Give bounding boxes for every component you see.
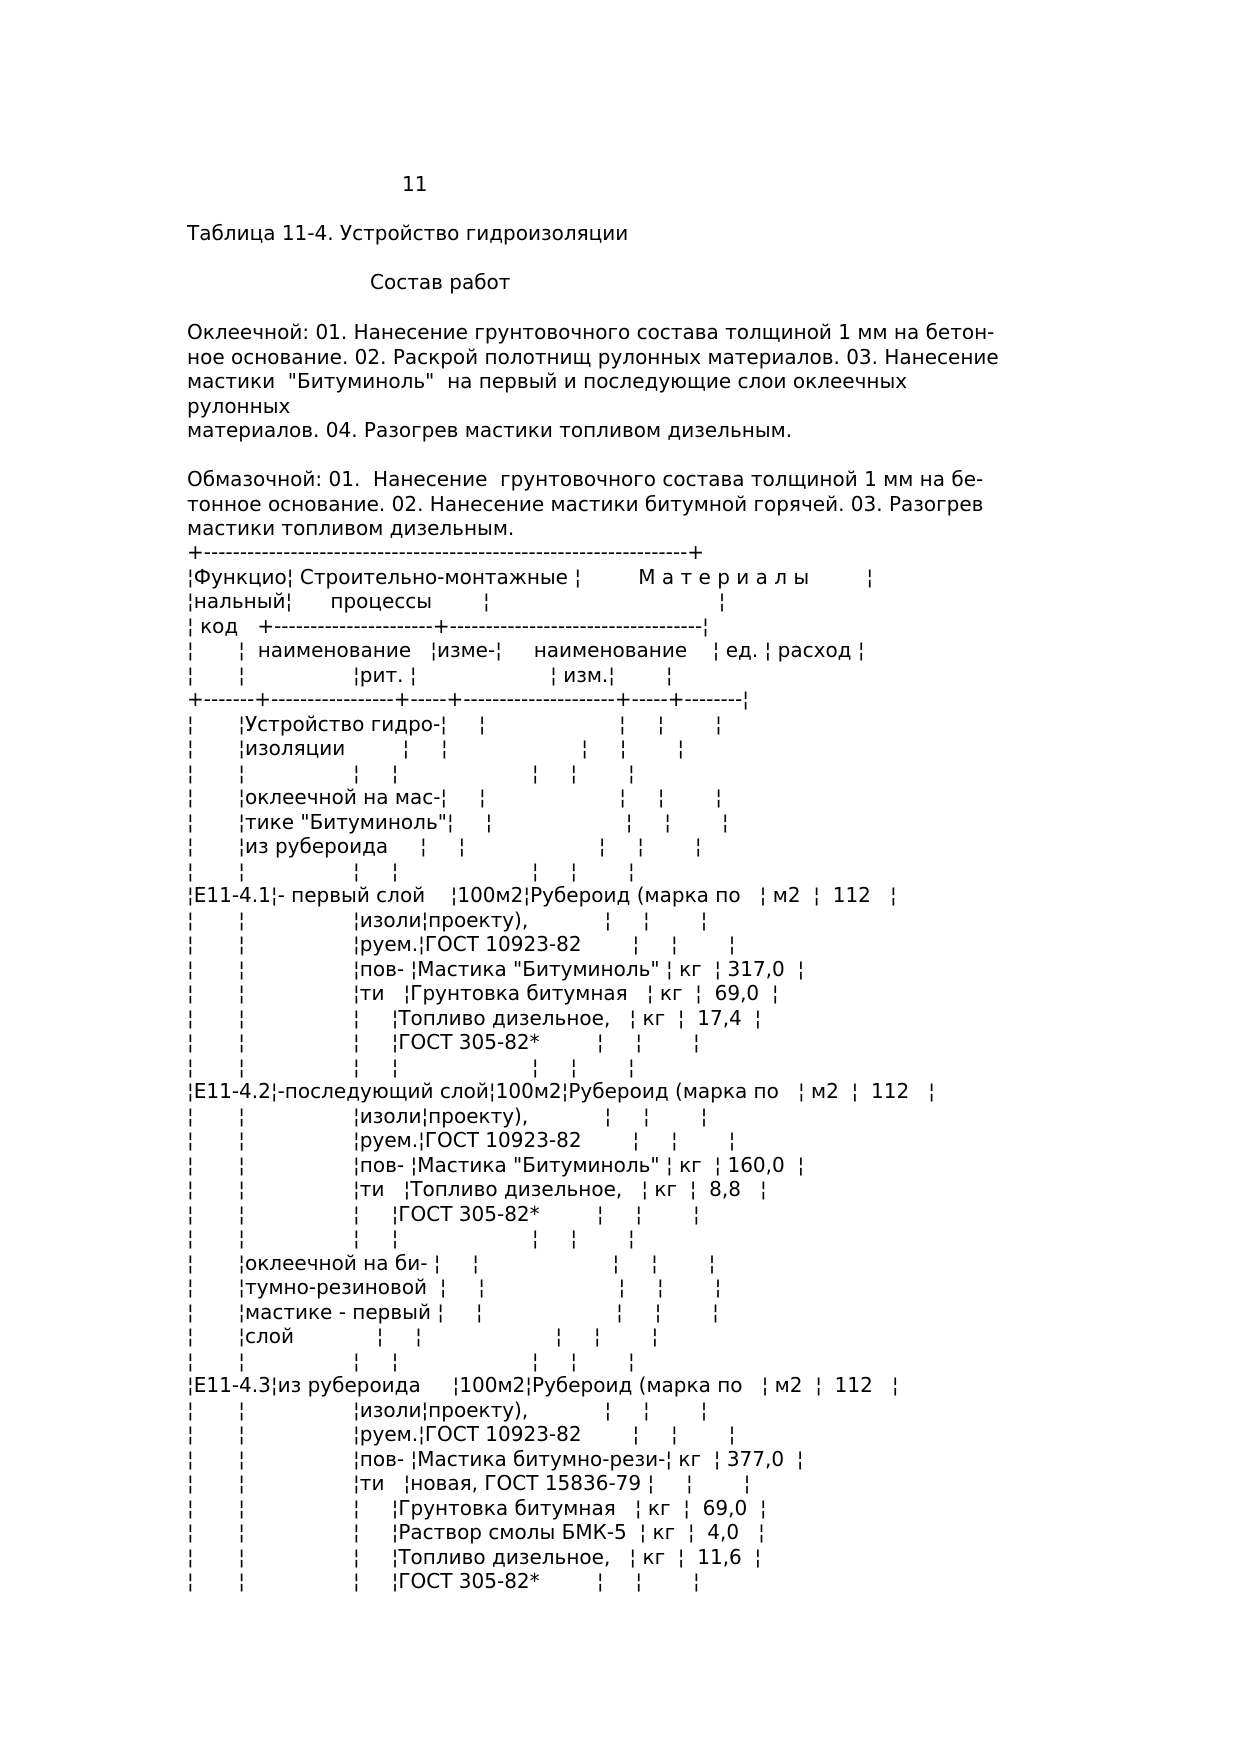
- table-line: ¦Е11-4.2¦-последующий слой¦100м2¦Рубероид (марка по ¦ м2 ¦ 112 ¦: [187, 1079, 935, 1103]
- table-line: ¦нальный¦ процессы ¦ ¦: [187, 589, 726, 613]
- table-line: ¦Е11-4.3¦из рубероида ¦100м2¦Рубероид (марка по ¦ м2 ¦ 112 ¦: [187, 1373, 899, 1397]
- table-line: ¦ ¦тумно-резиновой ¦ ¦ ¦ ¦ ¦: [187, 1275, 722, 1299]
- table-line: ¦ ¦ ¦ ¦Топливо дизельное, ¦ кг ¦ 11,6 ¦: [187, 1544, 762, 1569]
- table-line: ¦ ¦ ¦ти ¦новая, ГОСТ 15836-79 ¦ ¦ ¦: [187, 1471, 751, 1495]
- table-line: ¦ ¦ ¦ ¦ ¦ ¦ ¦: [187, 760, 635, 785]
- table-line: ¦ ¦ ¦ ¦ ¦ ¦ ¦: [187, 858, 635, 883]
- table-line: ¦Функцио¦ Строительно-монтажные ¦ М а т е р и а л ы ¦: [187, 564, 874, 589]
- table-line: ¦ ¦ ¦ ¦Топливо дизельное, ¦ кг ¦ 17,4 ¦: [187, 1005, 762, 1030]
- table-line: ¦ ¦оклеечной на би- ¦ ¦ ¦ ¦ ¦: [187, 1250, 716, 1275]
- table-line: ¦ ¦ ¦ ¦ ¦ ¦ ¦: [187, 1348, 635, 1373]
- table-line: ¦ ¦ ¦ ¦Раствор смолы БМК-5 ¦ кг ¦ 4,0 ¦: [187, 1520, 765, 1544]
- table-line: ¦ ¦ ¦изоли¦проекту), ¦ ¦ ¦: [187, 907, 708, 932]
- table-line: ¦ ¦тике "Битуминоль"¦ ¦ ¦ ¦ ¦: [187, 809, 729, 834]
- section-heading: Состав работ: [370, 270, 511, 294]
- table-line: ¦ ¦слой ¦ ¦ ¦ ¦ ¦: [187, 1324, 659, 1348]
- table-line: ¦ ¦ ¦изоли¦проекту), ¦ ¦ ¦: [187, 1103, 708, 1128]
- paragraph-pasting-waterproofing: Оклеечной: 01. Нанесение грунтовочного состава толщиной 1 мм на бетон- ное основание. 02. Раскрой полотнищ рулонных материалов. 03. Нанесение мастики "Битуминоль" на первый и последующие слои оклеечных рулонных материалов. 04. Разогрев мастики топливом дизельным.: [187, 320, 999, 442]
- table-line: ¦ ¦ ¦ ¦ ¦ ¦ ¦: [187, 1226, 635, 1250]
- table-line: +-------+-----------------+-----+---------------------+-----+--------¦: [187, 687, 749, 711]
- table-line: +-------------------------------------------------------------------+: [187, 540, 705, 564]
- table-line: ¦ ¦ ¦пов- ¦Мастика битумно-рези-¦ кг ¦ 377,0 ¦: [187, 1446, 804, 1471]
- table-line: ¦ ¦изоляции ¦ ¦ ¦ ¦ ¦: [187, 736, 685, 760]
- table-line: ¦ ¦ ¦руем.¦ГОСТ 10923-82 ¦ ¦ ¦: [187, 932, 736, 956]
- text-table: [187, 540, 935, 1594]
- table-line: ¦ ¦ ¦ ¦ГОСТ 305-82* ¦ ¦ ¦: [187, 1201, 700, 1226]
- table-line: ¦ ¦ ¦рит. ¦ ¦ изм.¦ ¦: [187, 662, 673, 687]
- table-title: Таблица 11-4. Устройство гидроизоляции: [187, 221, 629, 245]
- paragraph-coating-waterproofing: Обмазочной: 01. Нанесение грунтовочного состава толщиной 1 мм на бе- тонное основание. 02. Нанесение мастики битумной горячей. 03. Разогрев мастики топливом дизельным.: [187, 467, 984, 540]
- table-line: ¦ ¦ ¦ти ¦Грунтовка битумная ¦ кг ¦ 69,0 ¦: [187, 981, 779, 1005]
- table-line: ¦ ¦оклеечной на мас-¦ ¦ ¦ ¦ ¦: [187, 785, 723, 809]
- table-line: ¦ ¦ ¦руем.¦ГОСТ 10923-82 ¦ ¦ ¦: [187, 1422, 736, 1446]
- table-line: ¦Е11-4.1¦- первый слой ¦100м2¦Рубероид (марка по ¦ м2 ¦ 112 ¦: [187, 883, 897, 907]
- table-line: ¦ ¦ ¦ ¦ ¦ ¦ ¦: [187, 1054, 635, 1079]
- table-line: ¦ ¦ ¦руем.¦ГОСТ 10923-82 ¦ ¦ ¦: [187, 1128, 736, 1152]
- table-line: ¦ ¦ ¦ ¦Грунтовка битумная ¦ кг ¦ 69,0 ¦: [187, 1495, 767, 1520]
- table-line: ¦ код +----------------------+-----------------------------------¦: [187, 613, 709, 638]
- table-line: ¦ ¦ ¦ ¦ГОСТ 305-82* ¦ ¦ ¦: [187, 1030, 700, 1054]
- table-line: ¦ ¦мастике - первый ¦ ¦ ¦ ¦ ¦: [187, 1299, 719, 1324]
- page-number: 11: [402, 172, 428, 196]
- table-line: ¦ ¦Устройство гидро-¦ ¦ ¦ ¦ ¦: [187, 711, 722, 736]
- table-line: ¦ ¦ наименование ¦изме-¦ наименование ¦ ед. ¦ расход ¦: [187, 638, 865, 662]
- table-line: ¦ ¦ ¦ ¦ГОСТ 305-82* ¦ ¦ ¦: [187, 1569, 700, 1593]
- table-line: ¦ ¦ ¦изоли¦проекту), ¦ ¦ ¦: [187, 1397, 708, 1422]
- table-line: ¦ ¦из рубероида ¦ ¦ ¦ ¦ ¦: [187, 834, 702, 858]
- table-line: ¦ ¦ ¦ти ¦Топливо дизельное, ¦ кг ¦ 8,8 ¦: [187, 1177, 767, 1201]
- table-line: ¦ ¦ ¦пов- ¦Мастика "Битуминоль" ¦ кг ¦ 160,0 ¦: [187, 1152, 805, 1177]
- table-line: ¦ ¦ ¦пов- ¦Мастика "Битуминоль" ¦ кг ¦ 317,0 ¦: [187, 956, 805, 981]
